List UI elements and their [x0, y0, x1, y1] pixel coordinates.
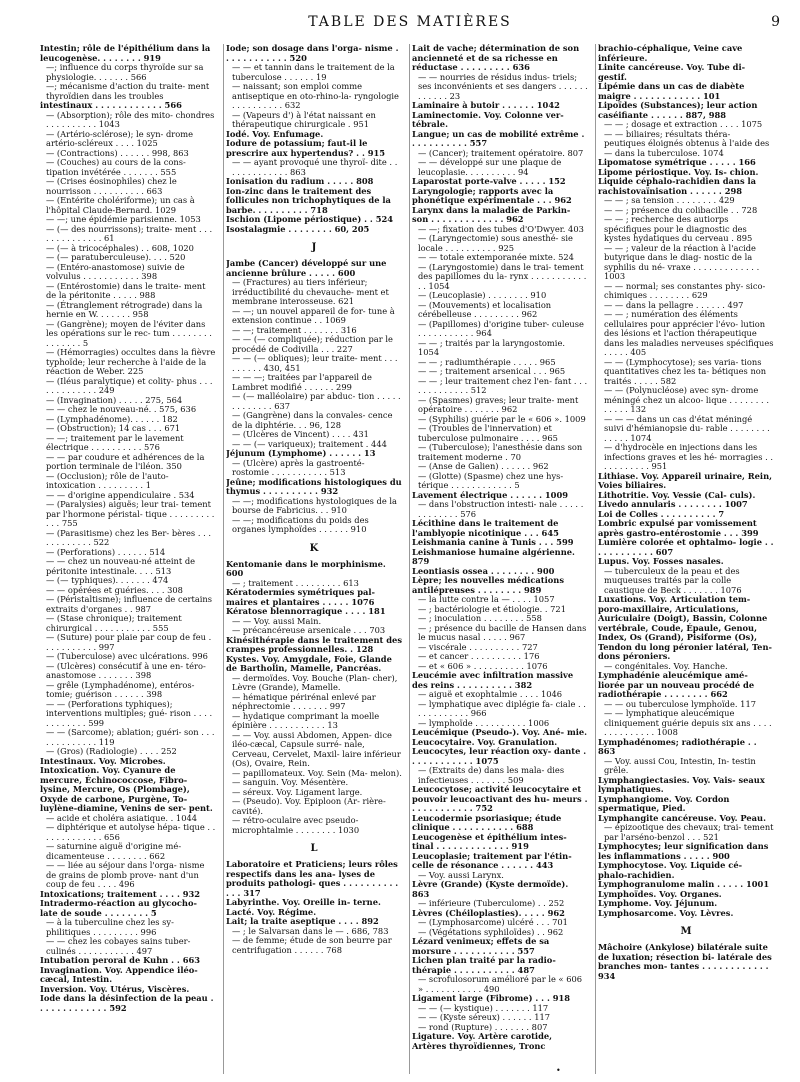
index-entry: — (Artério-sclérose); le syn- drome artério-scléreux . . . . 1025	[46, 128, 194, 148]
index-entry: Leontiasis ossea . . . . . . . . 900	[412, 565, 555, 576]
index-entry: — — —; traitées par l'appareil de Lambret modifié . . . . . . 299	[232, 372, 372, 392]
index-entry: — épizootique des chevaux; trai- tement par l'arséno-benzol . . . 521	[604, 822, 774, 842]
index-entry: — (— typhiques). . . . . . . 474	[46, 575, 169, 585]
index-entry: — — et tannin dans le traitement de la tuberculose . . . . . . 19	[232, 62, 395, 82]
index-entry: Kératodermies symétriques pal- maires et plantaires . . . . . 1076	[226, 587, 375, 607]
index-entry: — (Anse de Galien) . . . . . . 962	[418, 461, 549, 471]
index-entry: Lymphoïdes. Voy. Organes.	[598, 888, 722, 899]
index-entry: — (Ulcères) consécutif à une en- téro-anastomose . . . . . . . 398	[46, 660, 206, 680]
index-entry: Jambe (Cancer) développé sur une ancienne brûlure . . . . . 600	[226, 258, 387, 278]
index-entry: — — biliaires; résultats théra- peutiques éloignés obtenus à l'aide des — dans la tuberculose. 1074	[604, 128, 770, 158]
index-entry: Kératose blennorragique . . . . 181	[226, 606, 386, 616]
index-entry: Loi de Colles . . . . . . . . . . 7	[598, 508, 725, 519]
index-entry: — (Leucoplasie) . . . . . . . . 910	[418, 290, 547, 300]
index-entry: — ; présence du bacille de Hansen dans le mucus nasal . . . . . 967	[418, 622, 587, 642]
index-column-4	[598, 44, 774, 1074]
index-entry: — (Syphilis) guérie par le « 606 ». 1009	[418, 413, 586, 424]
index-entry: — hématique périrénal enlevé par néphrectomie . . . . . . . 997	[232, 691, 376, 711]
index-entry: — (Invagination) . . . . . 275, 564	[46, 394, 183, 405]
section-letter: L	[310, 843, 318, 854]
index-entry: — — ayant provoqué une thyroï- dite . . . . . . . . . . . . . 863	[232, 157, 398, 177]
index-entry: — —; fixation des tubes d'O'Dwyer. 403	[418, 223, 584, 234]
index-entry: — (Végétations syphiloïdes) . . 962	[418, 926, 564, 937]
index-entry: — lymphatique avec diplégie fa- ciale . . . . . . . . . . . . 966	[418, 698, 586, 718]
index-entry: Lumière colorée et ophtalmo- logie . . . . . . . . . . . . 607	[598, 537, 774, 557]
index-entry: Lupus. Voy. Fosses nasales.	[598, 556, 724, 566]
index-entry: — (Ulcères de Vincent) . . . . 431	[232, 429, 369, 439]
index-entry: Lymphangiome. Voy. Cordon spermatique, Pied.	[598, 793, 730, 813]
index-entry: — —; modifications du poids des organes lymphoïdes . . . . . . 910	[232, 514, 369, 534]
index-entry: Leucodermie psoriasique; étude clinique . . . . . . . . . . . 688	[412, 812, 562, 832]
index-entry: Ionisation du radium . . . . . 808	[226, 176, 374, 186]
index-columns	[40, 44, 780, 1074]
index-entry: — viscérale . . . . . . . . . . 727	[418, 641, 538, 652]
index-entry: Lèvre (Grande) (Kyste dermoïde). 863	[412, 879, 569, 899]
index-entry: — — par coudure et adhérences de la portion terminale de l'iléon. 350	[46, 451, 205, 471]
index-entry: — (Ulcère) après la gastroenté- rostomie . . . . . . . . . . . 513	[232, 457, 365, 477]
index-entry: — — Voy. aussi Abdomen, Appen- dice iléo-cæcal, Capsule surré- nale, Cerveau, Cervelet, Maxil- laire inférieur (Os), Ovaire, Rein.	[232, 729, 401, 768]
index-entry: — (Paralysies) aiguës; leur trai- tement par l'hormone péristal- tique . . . . . . . . . . . . 755	[46, 499, 215, 528]
index-entry: Lymphosarcome. Voy. Lèvres.	[598, 907, 734, 918]
index-entry: Lipome périostique. Voy. Is- chion.	[598, 166, 759, 177]
section-letter: M	[680, 926, 692, 937]
index-entry: — Voy. aussi Cou, Intestin, In- testin grêle.	[604, 755, 756, 775]
index-entry: Lichen plan traité par la radio- thérapie . . . . . . . . . . . 487	[412, 955, 556, 975]
index-entry: Leucocytes, leur réaction oxy- dante . . . . . . . . . . . . 1075	[412, 746, 587, 766]
index-entry: Livedo annularis . . . . . . . . 1007	[598, 499, 748, 509]
index-entry: — — Voy. aussi Main.	[232, 615, 322, 626]
index-entry: — — dans la pellagre . . . . . . 497	[604, 299, 744, 310]
index-entry: Lézard venimeux; effets de sa morsure . . . . . . . . . . . 557	[412, 936, 550, 956]
index-entry: — — (— obliques); leur traite- ment . . . . . . . . . 430, 451	[232, 353, 398, 373]
index-entry: Intoxication. Voy. Cyanure de mercure, Échinococcose, Fibro- lysine, Mercure, Os (Plombage), Oxyde de carbone, Purgène, To- luylène-diamine, Venins de ser- pent.	[40, 765, 213, 813]
index-entry: Laminaire à butoir . . . . . . 1042	[412, 100, 560, 110]
index-entry: — (Fractures) au tiers inférieur; irréductibilité du chevauche- ment et membrane interosseuse. 621	[232, 277, 389, 306]
index-entry: — papillomateux. Voy. Sein (Ma- melon).	[232, 767, 402, 778]
index-entry: Larynx dans la maladie de Parkin- son . . . . . . . . . . . . . 962	[412, 204, 571, 224]
index-entry: — — ; leur traitement chez l'en- fant . . . . . . . . . . . . . 512	[418, 375, 588, 395]
index-entry: — (Lymphadénome). . . . . . 182	[46, 413, 178, 424]
index-entry: — de femme; étude de son beurre par centrifugation . . . . . . 768	[232, 935, 392, 955]
index-entry: — — (Lymphocytose); ses varia- tions quantitatives chez les ta- bétiques non traités . . . . . 582	[604, 356, 767, 386]
index-entry: Lymphocytes; leur signification dans les inflammations . . . . . 900	[598, 841, 769, 861]
index-entry: Ligament large (Fibrome) . . . 918	[412, 993, 571, 1003]
index-column-3	[412, 44, 588, 1074]
column-divider	[223, 44, 224, 1074]
index-entry: Lithiase. Voy. Appareil urinaire, Rein, Voies biliaires.	[598, 470, 773, 490]
index-entry: intestinaux . . . . . . . . . . . . 566	[40, 100, 182, 110]
page-number: 9	[771, 14, 780, 30]
index-entry: Leishmaniose humaine algérienne. 879	[412, 546, 575, 566]
index-entry: Lombric expulsé par vomissement après gastro-entérostomie . . . 399	[598, 518, 759, 538]
index-entry: — — chez un nouveau-né atteint de péritonite intestinale. . . . 513	[46, 556, 196, 576]
index-entry: Laminectomie. Voy. Colonne ver- tébrale.	[412, 109, 564, 129]
index-entry: Intestin; rôle de l'épithélium dans la leucogenèse. . . . . . . . 919	[40, 44, 211, 63]
index-entry: — d'hydrocèle en injections dans les infections graves et les hé- morragies . . . . . . . . . . . 951	[604, 442, 774, 471]
index-entry: Lipomatose symétrique . . . . . 166	[598, 157, 756, 167]
index-entry: — — normal; ses constantes phy- sico-chimiques . . . . . . . . 629	[604, 280, 766, 300]
index-entry: Labyrinthe. Voy. Oreille in- terne.	[226, 897, 381, 907]
index-entry: Invagination. Voy. Appendice iléo-cæcal, Intestin.	[40, 964, 198, 984]
index-entry: Iodure de potassium; faut-il le prescrire aux hypertendus? . . 915	[226, 138, 386, 158]
index-entry: — rétro-oculaire avec pseudo- microphtalmie . . . . . . . . 1030	[232, 815, 360, 835]
index-entry: — à la tuberculine chez les sy- philitiques . . . . . . . . . 996	[46, 917, 174, 937]
index-entry: Lymphome. Voy. Jéjunum.	[598, 898, 718, 908]
index-entry: Intradermo-réaction au glycocho- late de soude . . . . . . . . 5	[40, 898, 197, 918]
index-entry: — (Suture) pour plaie par coup de feu . . . . . . . . . . . 997	[46, 632, 212, 652]
index-entry: Liquide céphalo-rachidien dans la rachistovaïnisation . . . . . . 298	[598, 176, 757, 196]
index-entry: Jeûne; modifications histologiques du thymus . . . . . . . . . . 932	[226, 476, 402, 496]
index-entry: Luxations. Voy. Articulation tem- poro-maxillaire, Articulations, Auriculaire (Doigt), Bassin, Colonne vertébrale, Coude, Épaule, Genou, Index, Os (Grand), Pisiforme (Os), Tendon du long péronier latéral, Ten- dons péroniers.	[598, 594, 772, 661]
index-entry: — ; le Salvarsan dans le — . 686, 783	[232, 925, 389, 936]
index-entry: Jéjunum (Lymphome) . . . . . . 13	[226, 448, 376, 458]
index-entry: — ; bactériologie et étiologie. . 721	[418, 603, 566, 614]
index-entry: Langue; un cas de mobilité extrême . . . . . . . . . . . 557	[412, 128, 585, 148]
index-entry: Ischion (Lipome périostique) . . 524	[226, 214, 394, 224]
index-entry: — ; inoculation . . . . . . . . 558	[418, 613, 542, 623]
index-entry: — —; traitement . . . . . . . 316	[232, 324, 357, 335]
index-entry: — —; modifications hystologiques de la bourse de Fabricius. . . 910	[232, 495, 397, 515]
index-entry: — grêle (Lymphadénome), entéros- tomie; guérison . . . . . . 398	[46, 679, 195, 699]
index-entry: — — — dans un cas d'état méningé suivi d'hémianopsie du- rable . . . . . . . . . . . . . 1074	[604, 413, 770, 443]
index-entry: — hydatique comprimant la moelle épinière . . . . . . . . . . . 13	[232, 710, 380, 730]
index-entry: — — ; sa tension . . . . . . . . 429	[604, 195, 735, 205]
index-entry: — — ou tuberculose lymphoïde. 117	[604, 698, 756, 709]
index-entry: Leucémie avec infiltration massive des reins . . . . . . . . . . 382	[412, 670, 574, 690]
index-entry: — sanguin. Voy. Mésentère.	[232, 777, 349, 787]
index-entry: — (Parasitisme) chez les Ber- bères . . . . . . . . . . . . 522	[46, 527, 212, 547]
index-entry: Lymphangite cancéreuse. Voy. Peau.	[598, 812, 766, 823]
index-entry: — (Tuberculose) avec ulcérations. 996	[46, 651, 208, 661]
index-entry: Mâchoire (Ankylose) bilatérale suite de luxation; résection bi- latérale des branches mon- tantes . . . . . . . . . . . . 934	[598, 942, 772, 981]
index-entry: — (Laryngostomie) dans le trai- tement des papillomes du la- rynx . . . . . . . . . . . . . 1054	[418, 261, 587, 291]
index-entry: Lymphadénie aleucémique amé- liorée par un nouveau procédé de radiothérapie . . . . . . . . 662	[598, 670, 755, 699]
index-column-2	[226, 44, 402, 1074]
index-entry: — (Hémorragies) occultes dans la fièvre typhoïde; leur recherche à l'aide de la réaction de Weber. 225	[46, 347, 216, 376]
index-entry: — — opérées et guéries. . . . 308	[46, 584, 183, 595]
index-entry: Inversion. Voy. Utérus, Viscères.	[40, 983, 190, 994]
index-entry: — — ; traitement arsenical . . . 965	[418, 366, 566, 376]
index-entry: — (Extraits de) dans les mala- dies infectieuses . . . . . . . 509	[418, 765, 565, 785]
index-entry: Kystes. Voy. Amygdale, Foie, Glande de Bartholin, Mamelle, Pancréas.	[226, 653, 392, 673]
index-entry: — (Laryngectomie) sous anesthé- sie locale . . . . . . . . . . 925	[418, 233, 573, 253]
index-entry: — dermoïdes. Voy. Bouche (Plan- cher), Lèvre (Grande), Mamelle.	[232, 672, 398, 692]
index-entry: Lipémie dans un cas de diabète maigre . . . . . . . . . . . . 101	[598, 81, 745, 101]
index-column-1	[40, 44, 216, 1074]
index-entry: — aiguë et exophtalmie . . . . 1046	[418, 689, 563, 699]
index-entry: — (Entérostomie) dans le traite- ment de la péritonite . . . . . 988	[46, 280, 206, 300]
index-entry: — séreux. Voy. Ligament large.	[232, 786, 363, 797]
index-entry: — — lymphatique aleucémique cliniquement guérie depuis six ans . . . . . . . . . . . . . . 1008	[604, 708, 772, 737]
index-entry: — rond (Rupture) . . . . . . . 807	[418, 1021, 548, 1032]
index-entry: — (Papillomes) d'origine tuber- culeuse . . . . . . . . . . . 964	[418, 318, 584, 338]
index-entry: — (Gangrène); moyen de l'éviter dans les opérations sur le rec- tum . . . . . . . . . . . . . . . 5	[46, 318, 212, 348]
index-entry: Intestinaux. Voy. Microbes.	[40, 755, 166, 766]
index-entry: — lymphoïde . . . . . . . . . . 1006	[418, 717, 550, 728]
index-entry: Linite cancéreuse. Voy. Tube di- gestif.	[598, 62, 746, 82]
index-entry: — (— des nourrissons); traite- ment . . . . . . . . . . . . . . 61	[46, 223, 213, 243]
index-entry: — (Mouvements) et localisation cérébelleuse . . . . . . . . . 962	[418, 299, 552, 319]
index-entry: — diphtérique et autolyse hépa- tique . . . . . . . . . . . . . 656	[46, 822, 216, 842]
index-entry: Lithotritie. Voy. Vessie (Cal- culs).	[598, 489, 756, 500]
column-divider	[595, 44, 596, 1074]
index-entry: — (Lymphosarcome) ulcéré . . . 701	[418, 917, 568, 927]
index-entry: — (Absorption); rôle des mito- chondres . . . . . . . . . . 1043	[46, 109, 215, 129]
index-entry: —; mécanisme d'action du traite- ment thyroïdien dans les troubles	[46, 81, 210, 101]
index-entry: — (Péristaltisme); influence de certains extraits d'organes . . 987	[46, 594, 213, 614]
index-entry: — — ; dosage et extraction . . . . 1075	[604, 119, 763, 129]
index-entry: — (Troubles de l'innervation) et tuberculose pulmonaire . . . . 965	[418, 423, 558, 443]
bullet-mark: •	[556, 1066, 561, 1075]
index-entry: Laboratoire et Praticiens; leurs rôles respectifs dans les ana- lyses de produits pathologi- ques . . . . . . . . . . . . . 317	[226, 859, 399, 898]
index-entry: Lèpre; les nouvelles médications antilépreuses . . . . . . . . 989	[412, 575, 565, 595]
index-entry: — Voy. aussi Larynx.	[418, 869, 504, 880]
index-entry: — (Cancer); traitement opératoire. 807	[418, 147, 584, 158]
index-entry: — (Entérite cholériforme); un cas à l'hôpital Claude-Bernard. 1029	[46, 195, 195, 215]
index-entry: — (Stase chronique); traitement chirurgical . . . . . . . . . . . 555	[46, 613, 182, 633]
index-entry: — — chez le nouveau-né. . 575, 636	[46, 404, 197, 414]
index-entry: Leucocytose; activité leucocytaire et pouvoir leucoactivant des hu- meurs . . . . . . . . . . . . 752	[412, 784, 588, 813]
index-entry: — ; traitement . . . . . . . . . 613	[232, 577, 359, 588]
index-entry: Isostalagmie . . . . . . . . 60, 205	[226, 223, 370, 234]
index-entry: — et « 606 » . . . . . . . . . . 1076	[418, 660, 548, 671]
index-entry: — — (Polynucléose) avec syn- drome méningé chez un alcoo- lique . . . . . . . . . . . . . 132	[604, 385, 769, 414]
index-entry: Leucémique (Pseudo-). Voy. Ané- mie.	[412, 727, 588, 737]
index-entry: Kentomanie dans le morphinisme. 600	[226, 558, 386, 578]
index-entry: — naissant; son emploi comme antiseptique en oto-rhino-la- ryngologie . . . . . . . . . . 632	[232, 81, 399, 110]
index-entry: — (Pseudo). Voy. Epiploon (Ar- rière-cavité).	[232, 796, 386, 816]
index-entry: Lavement électrique . . . . . . 1009	[412, 489, 568, 500]
index-entry: — saturnine aiguë d'origine mé- dicamenteuse . . . . . . . . 662	[46, 841, 182, 861]
index-entry: Leishmania canine à Tunis . . . 599	[412, 537, 574, 547]
index-entry: — (Gros) (Radiologie) . . . . 252	[46, 746, 177, 756]
index-entry: — (— à tricocéphales) . . 608, 1020	[46, 242, 194, 253]
index-entry: — (— malléolaire) par abduc- tion . . . . . . . . . . . . . 637	[232, 391, 401, 411]
index-entry: — (Crises éosinophiles) chez le nourrisson . . . . . . . . . . 663	[46, 176, 177, 196]
index-entry: — — ; valeur de la réaction à l'acide butyrique dans le diag- nostic de la syphilis du né- vraxe . . . . . . . . . . . . . 1003	[604, 242, 760, 281]
section-letter: J	[311, 242, 317, 253]
index-entry: — (Tuberculose); l'anesthésie dans son traitement moderne . 70	[418, 442, 583, 462]
index-entry: — (Obstruction); 14 cas . . . 671	[46, 423, 181, 433]
index-entry: — — (Kyste séreux) . . . . . . 117	[418, 1012, 551, 1022]
index-entry: — (Contractions) . . . . . . 998, 863	[46, 147, 189, 158]
page-title: TABLE DES MATIÈRES	[308, 14, 512, 30]
index-entry: — — nourries de résidus indus- triels; ses inconvénients et ses dangers . . . . . . . . . . . . 23	[418, 71, 588, 101]
index-entry: — — (— compliquée); réduction par le procédé de Codivilla . . . 227	[232, 334, 393, 354]
index-entry: Laryngologie; rapports avec la phonétique expérimentale . . . 962	[412, 185, 572, 205]
index-entry: — — (— kystique) . . . . . . . 117	[418, 1002, 549, 1013]
index-entry: — et cancer . . . . . . . . . . 176	[418, 651, 540, 661]
index-entry: — —; une épidémie parisienne. 1053	[46, 214, 201, 224]
index-entry: — (Occlusion); rôle de l'auto- intoxication . . . . . . . . . 1	[46, 470, 169, 490]
index-entry: — dans l'obstruction intesti- nale . . . . . . . . . . . . . 576	[418, 499, 584, 519]
index-entry: Lymphocytose. Voy. Liquide cé- phalo-rachidien.	[598, 860, 743, 880]
index-entry: — (Vapeurs d') à l'état naissant en thérapeutique chirurgicale . 951	[232, 109, 376, 129]
index-entry: — — (Perforations typhiques); interventions multiples; gué- rison . . . . . . . . . . . . 599	[46, 698, 213, 728]
index-entry: — scrofulosorum amélioré par le « 606 » . . . . . . . . . . . 490	[418, 974, 583, 994]
index-entry: — tuberculeux de la peau et des muqueuses traités par la colle caustique de Beck . . . . . . . 1076	[604, 565, 742, 595]
index-entry: — — (— variqueux); traitement . 444	[232, 438, 387, 449]
index-entry: Iode; son dosage dans l'orga- nisme . . . . . . . . . . . . 520	[226, 44, 399, 63]
index-entry: Leucogenèse et épithélium intes- tinal . . . . . . . . . . . . . 919	[412, 831, 567, 851]
index-entry: Lymphadénomes; radiothérapie . . 863	[598, 736, 757, 756]
index-entry: — (Couches) au cours de la cons- tipation invétérée . . . . . . . 555	[46, 157, 186, 177]
index-entry: brachio-céphalique, Veine cave inférieure.	[598, 44, 743, 63]
index-entry: Intoxications; traitement . . . . 932	[40, 888, 201, 899]
index-entry: Lécithine dans le traitement de l'amblyopie nicotinique . . . 645	[412, 518, 559, 538]
index-entry: —; influence du corps thyroïde sur sa physiologie. . . . . . . 566	[46, 62, 204, 82]
index-entry: Iodé. Voy. Enfumage.	[226, 128, 324, 139]
index-entry: Lacté. Voy. Régime.	[226, 906, 317, 917]
index-entry: — (Étranglement rétrograde) dans la hernie en W. . . . . . . 958	[46, 299, 203, 319]
index-entry: — — développé sur une plaque de leucoplasie. . . . . . . . . . 94	[418, 157, 562, 177]
index-entry: Lait de vache; détermination de son ancienneté et de sa richesse en réductase . . . . . . . . . 636	[412, 44, 580, 72]
index-entry: — — chez les cobayes sains tuber- culinés . . . . . . . . . . . 497	[46, 936, 191, 956]
index-entry: Ion-zinc dans le traitement des follicules non trichophytiques de la barbe. . . . . . . . . . 718	[226, 185, 391, 215]
index-entry: — (Glotte) (Spasme) chez une hys- térique . . . . . . . . . . . . 5	[418, 470, 564, 490]
index-entry: — —; un nouvel appareil de for- tune à extension continue . . 1069	[232, 305, 395, 325]
index-entry: — — ; numération des éléments cellulaires pour apprécier l'évo- lution des lésions et l'action thérapeutique dans les maladies nerveuses spécifiques . . . . . 405	[604, 309, 774, 357]
index-entry: — — ; radiumthérapie . . . . . 965	[418, 356, 556, 367]
index-entry: — la lutte contre la — . . . . 1057	[418, 594, 555, 604]
index-entry: — congénitales. Voy. Hanche.	[604, 660, 728, 671]
index-entry: Kinésithérapie dans le traitement des crampes professionnelles. . 128	[226, 634, 402, 654]
section-letter: K	[309, 542, 319, 554]
index-entry: Lymphogranulome malin . . . . . 1001	[598, 879, 770, 889]
page-header	[40, 14, 780, 36]
index-entry: — — ; recherche des autiorps spécifiques pour le diagnostic des kystes hydatiques du cerveau . 895	[604, 214, 753, 243]
index-entry: Lèvres (Chéiloplasties). . . . . 962	[412, 907, 565, 918]
index-entry: — inférieure (Tuberculome) . . 252	[418, 898, 565, 908]
index-entry: Lymphangiectasies. Voy. Vais- seaux lymphatiques.	[598, 774, 765, 794]
index-entry: — précancéreuse arsenicale . . . 703	[232, 625, 386, 635]
index-entry: Iode dans la désinfection de la peau . . . . . . . . . . . . . 592	[40, 993, 214, 1013]
index-entry: — — liée au séjour dans l'orga- nisme de grains de plomb prove- nant d'un coup de feu . . . . 496	[46, 860, 205, 889]
index-entry: Ligature. Voy. Artère carotide, Artères thyroïdiennes, Tronc	[412, 1031, 553, 1051]
index-entry: — — d'origine appendiculaire . 534	[46, 489, 195, 500]
index-entry: — (Entéro-anastomose) suivie de volvulus . . . . . . . . . . . 398	[46, 261, 185, 281]
column-divider	[409, 44, 410, 1074]
index-entry: — — (Sarcome); ablation; guéri- son . . . . . . . . . . . . . 119	[46, 727, 215, 747]
index-entry: — (Gangrène) dans la convales- cence de la diphtérie. . . 96, 128	[232, 410, 393, 430]
index-entry: Laparostat porte-valve . . . . . 152	[412, 176, 566, 186]
index-entry: Lait; la traite aseptique . . . . 892	[226, 916, 379, 926]
index-entry: — — ; présence du colibacille . . 728	[604, 204, 758, 215]
index-entry: — (— paratuberculeuse). . . . 520	[46, 252, 186, 262]
index-entry: — (Iléus paralytique) et colity- phus . . . . . . . . . . . . . 249	[46, 375, 213, 395]
index-entry: — (Spasmes) graves; leur traite- ment opératoire . . . . . . . 962	[418, 394, 579, 414]
index-entry: Leucocytaire. Voy. Granulation.	[412, 736, 558, 747]
index-entry: — (Perforations) . . . . . . 514	[46, 546, 166, 557]
index-entry: — acide et choléra asiatique. . 1044	[46, 812, 198, 823]
index-entry: Leucoplasie; traitement par l'étin- celle de résonance . . . . . . 443	[412, 850, 572, 870]
index-entry: Lipoïdes (Substances); leur action caséifiante . . . . . . 887, 988	[598, 100, 758, 120]
index-entry: — —; traitement par le lavement électrique . . . . . . . . . . 576	[46, 432, 184, 452]
index-entry: — — totale extemporanée mixte. 524	[418, 252, 574, 262]
index-entry: Intubation peroral de Kuhn . . 663	[40, 955, 201, 965]
index-entry: — — ; traités par la laryngostomie. 1054	[418, 337, 565, 357]
